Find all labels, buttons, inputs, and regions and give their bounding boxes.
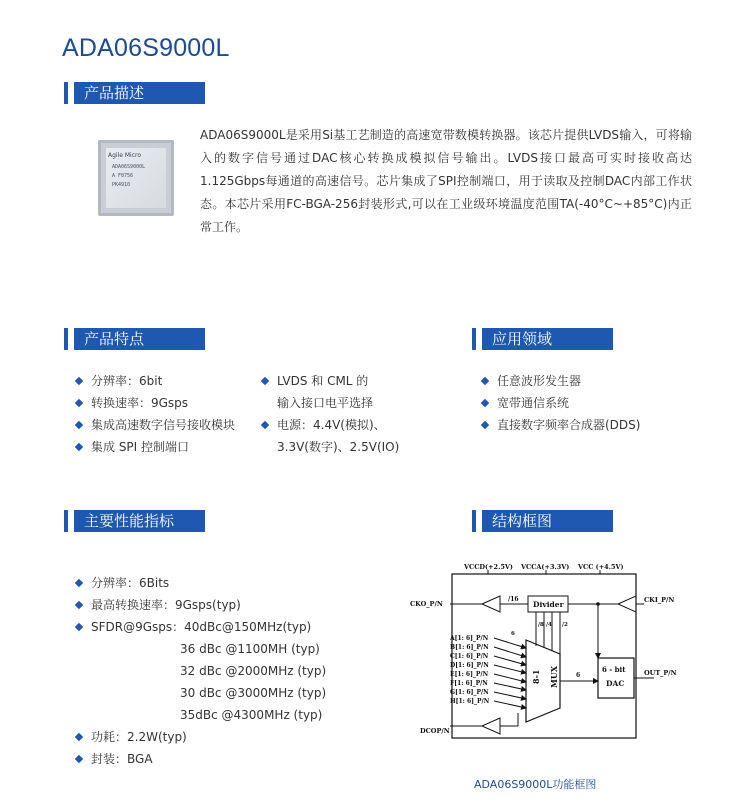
list-item: 直接数字频率合成器(DDS) bbox=[480, 414, 640, 436]
input-label-c: C[1: 6]_P/N bbox=[450, 653, 489, 660]
vccd-label: VCCD(+2.5V) bbox=[464, 563, 513, 571]
section-header-description bbox=[64, 82, 205, 104]
section-header-features bbox=[64, 328, 205, 350]
list-item: SFDR@9Gsps：40dBc@150MHz(typ) bbox=[74, 616, 326, 638]
page-title: ADA06S9000L bbox=[62, 34, 230, 62]
section-marker bbox=[64, 82, 68, 104]
section-marker bbox=[64, 328, 68, 350]
cki-buffer bbox=[618, 596, 636, 612]
list-item: 分辨率：6Bits bbox=[74, 572, 326, 594]
list-item: 封装：BGA bbox=[74, 748, 326, 770]
chip-marking-line1: ADA06S9000L bbox=[112, 164, 146, 170]
input-label-f: F[1: 6]_P/N bbox=[450, 680, 488, 687]
diamond-bullet-icon bbox=[261, 421, 269, 429]
section-marker bbox=[472, 510, 476, 532]
input-label-g: G[1: 6]_P/N bbox=[450, 689, 489, 696]
diamond-bullet-icon bbox=[75, 377, 83, 385]
features-list-right bbox=[260, 370, 399, 458]
diamond-bullet-icon bbox=[75, 579, 83, 587]
mux-label-2: MUX bbox=[549, 665, 559, 688]
div2-label: /2 bbox=[562, 622, 568, 628]
input-label-d: D[1: 6]_P/N bbox=[450, 662, 489, 669]
specs-list bbox=[74, 572, 326, 770]
chip-photo bbox=[98, 140, 174, 216]
div4-label: /4 bbox=[546, 622, 552, 628]
div16-label: /16 bbox=[508, 596, 519, 603]
section-header-specs bbox=[64, 510, 205, 532]
vcca-label: VCCA(+3.3V) bbox=[521, 563, 570, 571]
section-header-applications bbox=[472, 328, 613, 350]
cki-label: CKI_P/N bbox=[644, 596, 675, 604]
section-marker bbox=[64, 510, 68, 532]
chip-marking-line3: PK4910 bbox=[112, 182, 131, 188]
list-item: 宽带通信系统 bbox=[480, 392, 640, 414]
out-label: OUT_P/N bbox=[644, 669, 677, 677]
cko-label: CKO_P/N bbox=[410, 600, 443, 608]
block-diagram bbox=[408, 558, 680, 770]
list-item: 电源：4.4V(模拟)、 bbox=[260, 414, 399, 436]
input-label-a: A[1: 6]_P/N bbox=[450, 635, 489, 642]
list-item: 集成高速数字信号接收模块 bbox=[74, 414, 235, 436]
diagram-caption: ADA06S9000L功能框图 bbox=[474, 778, 597, 791]
chip-marking-line2: A F0756 bbox=[112, 173, 134, 179]
list-item-continuation: 36 dBc @1100MH (typ) bbox=[180, 642, 320, 656]
bus-width-label: 6 bbox=[511, 631, 515, 637]
applications-list bbox=[480, 370, 640, 436]
section-header-block-diagram bbox=[472, 510, 613, 532]
diamond-bullet-icon bbox=[75, 623, 83, 631]
divider-label: Divider bbox=[533, 600, 564, 609]
diamond-bullet-icon bbox=[75, 733, 83, 741]
list-item-continuation: 32 dBc @2000MHz (typ) bbox=[180, 664, 327, 678]
diamond-bullet-icon bbox=[75, 399, 83, 407]
section-title: 产品特点 bbox=[74, 328, 205, 350]
list-item-continuation: 3.3V(数字)、2.5V(IO) bbox=[277, 440, 400, 454]
dac-label-1: 6 - bit bbox=[602, 665, 626, 674]
diamond-bullet-icon bbox=[481, 421, 489, 429]
list-item: 分辨率：6bit bbox=[74, 370, 235, 392]
diamond-bullet-icon bbox=[481, 377, 489, 385]
section-title: 应用领域 bbox=[482, 328, 613, 350]
vcc-label: VCC (+4.5V) bbox=[578, 563, 624, 571]
section-title: 结构框图 bbox=[482, 510, 613, 532]
diamond-bullet-icon bbox=[261, 377, 269, 385]
section-marker bbox=[472, 328, 476, 350]
list-item: 集成 SPI 控制端口 bbox=[74, 436, 235, 458]
input-label-b: B[1: 6]_P/N bbox=[450, 644, 489, 651]
list-item: 任意波形发生器 bbox=[480, 370, 640, 392]
input-buses bbox=[449, 631, 526, 708]
dco-buffer bbox=[482, 718, 500, 734]
list-item: 转换速率：9Gsps bbox=[74, 392, 235, 414]
dac-block bbox=[598, 658, 634, 698]
dcop-label: DCOP/N bbox=[420, 727, 450, 735]
div8-label: /8 bbox=[538, 622, 544, 628]
list-item-continuation: 30 dBc @3000MHz (typ) bbox=[180, 686, 327, 700]
list-item-continuation: 35dBc @4300MHz (typ) bbox=[180, 708, 323, 722]
diamond-bullet-icon bbox=[481, 399, 489, 407]
list-item-continuation: 输入接口电平选择 bbox=[277, 396, 374, 410]
diamond-bullet-icon bbox=[75, 601, 83, 609]
chip-logo: Agile Micro bbox=[108, 152, 141, 159]
mux-dac-width: 6 bbox=[576, 672, 581, 679]
list-item: 最高转换速率：9Gsps(typ) bbox=[74, 594, 326, 616]
mux-label-1: 8-1 bbox=[531, 669, 541, 684]
diamond-bullet-icon bbox=[75, 421, 83, 429]
section-title: 主要性能指标 bbox=[74, 510, 205, 532]
diamond-bullet-icon bbox=[75, 755, 83, 763]
list-item: 功耗：2.2W(typ) bbox=[74, 726, 326, 748]
diamond-bullet-icon bbox=[75, 443, 83, 451]
input-label-h: H[1: 6]_P/N bbox=[450, 698, 490, 705]
section-title: 产品描述 bbox=[74, 82, 205, 104]
cko-buffer bbox=[482, 596, 500, 612]
dac-label-2: DAC bbox=[606, 679, 625, 688]
description-text: ADA06S9000L是采用Si基工艺制造的高速宽带数模转换器。该芯片提供LVDS输入，可将输入的数字信号通过DAC核心转换成模拟信号输出。LVDS接口最高可实时接收高达1.125Gbps每通道的高速信号。芯片集成了SPI控制端口，用于读取及控制DAC内部工作状态。本芯片采用FC-BGA-256封装形式,可以在工业级环境温度范围TA(-40°C~+85°C)内正常工作。 bbox=[200, 128, 692, 234]
features-list-left bbox=[74, 370, 235, 458]
list-item: LVDS 和 CML 的 bbox=[260, 370, 399, 392]
input-label-e: E[1: 6]_P/N bbox=[450, 671, 489, 678]
